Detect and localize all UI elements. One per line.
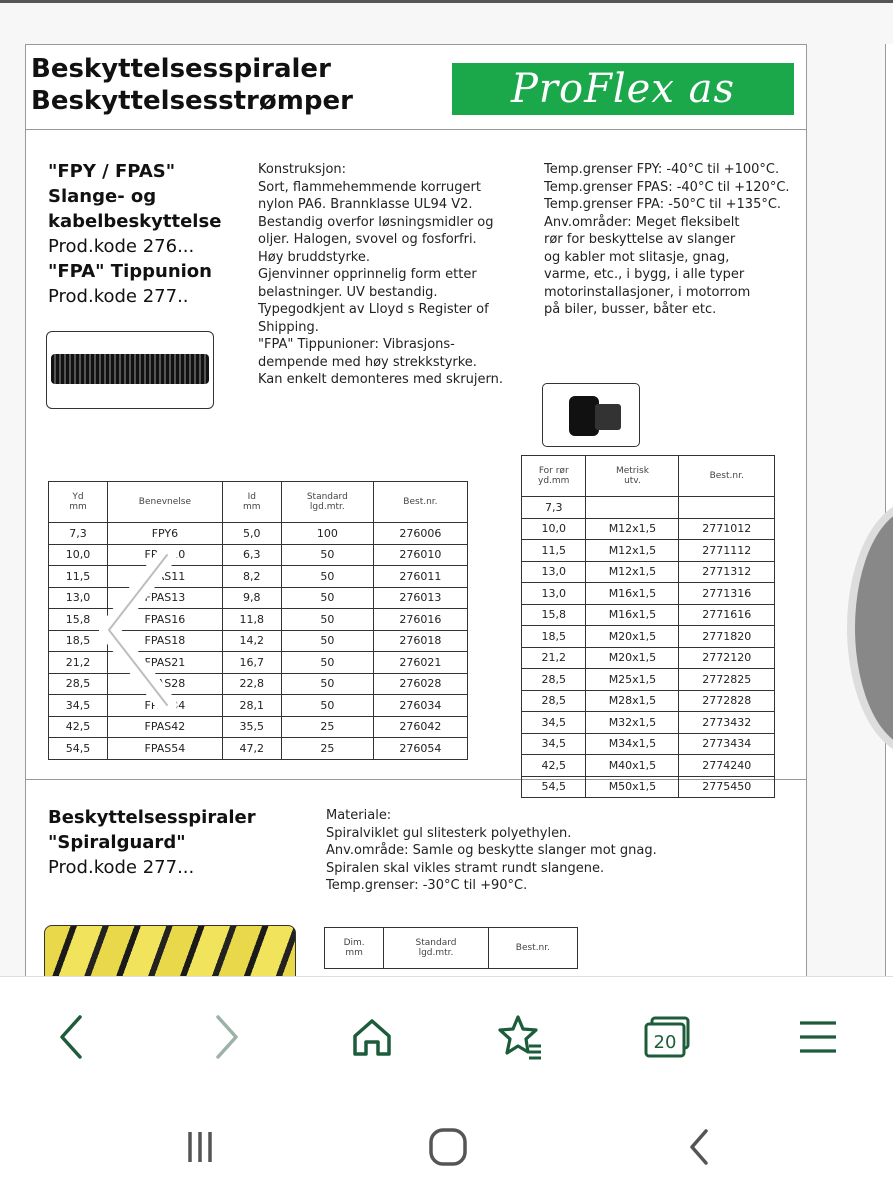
previous-page-chevron-icon[interactable]: [95, 545, 185, 715]
table-header-cell: Best.nr.: [373, 482, 467, 523]
table-row: [522, 733, 775, 755]
table-cell: FPAS13: [108, 587, 223, 609]
table-row: [522, 561, 775, 583]
spiralguard-line: Temp.grenser: -30°C til +90°C.: [326, 878, 528, 893]
temperature-line: og kabler mot slitasje, gnag,: [544, 249, 730, 265]
table-cell: 2773432: [679, 712, 775, 734]
table-header-cell: Best.nr.: [679, 456, 775, 497]
table-cell: 25: [281, 716, 373, 738]
product-line-4: "FPA" Tippunion: [48, 261, 212, 282]
browser-toolbar: [0, 976, 893, 1201]
table-cell: M32x1,5: [586, 712, 679, 734]
table-cell: 42,5: [522, 755, 586, 777]
bookmarks-button[interactable]: [490, 1007, 550, 1067]
table-cell: M34x1,5: [586, 733, 679, 755]
fpa-table: [521, 455, 775, 798]
table-cell: 11,8: [222, 609, 281, 631]
table-cell: FPAS16: [108, 609, 223, 631]
proflex-logo: ProFlex as: [452, 63, 794, 115]
table-cell: 276028: [373, 673, 467, 695]
table-cell: 2772120: [679, 647, 775, 669]
back-icon: [54, 1013, 90, 1061]
tabs-button[interactable]: [638, 1007, 698, 1067]
construction-line: Gjenvinner opprinnelig form etter: [258, 267, 477, 282]
table-cell: M20x1,5: [586, 626, 679, 648]
table-header-cell: Dim. mm: [325, 928, 384, 969]
table-header-cell: Benevnelse: [108, 482, 223, 523]
temperature-line: på biler, busser, båter etc.: [544, 302, 717, 317]
table-header-cell: Id mm: [222, 482, 281, 523]
home-button[interactable]: [342, 1007, 402, 1067]
table-cell: 15,8: [522, 604, 586, 626]
spiral-prod-code: Prod.kode 277...: [48, 857, 195, 878]
table-cell: 50: [281, 609, 373, 631]
table-cell: 16,7: [222, 652, 281, 674]
title-line-2: Beskyttelsesstrømper: [31, 86, 353, 116]
table-row: [49, 738, 468, 760]
top-edge: [0, 0, 893, 3]
temperature-line: Anv.områder: Meget fleksibelt: [544, 214, 740, 230]
forward-button[interactable]: [196, 1007, 256, 1067]
table-cell: 34,5: [49, 695, 108, 717]
construction-line: Sort, flammehemmende korrugert: [258, 179, 481, 195]
table-cell: 276042: [373, 716, 467, 738]
prod-code-2: Prod.kode 277..: [48, 286, 189, 307]
spiralguard-table: [324, 927, 578, 969]
temperature-line: motorinstallasjoner, i motorrom: [544, 284, 751, 300]
table-cell: 50: [281, 673, 373, 695]
table-cell: 2771820: [679, 626, 775, 648]
construction-line: Kan enkelt demonteres med skrujern.: [258, 372, 503, 387]
system-back-button[interactable]: [670, 1117, 730, 1177]
table-cell: 2772825: [679, 669, 775, 691]
construction-line: Konstruksjon:: [258, 162, 347, 177]
table-cell: M12x1,5: [586, 561, 679, 583]
tippunion-image: [542, 383, 640, 447]
title-line-1: Beskyttelsesspiraler: [31, 54, 331, 84]
table-cell: 276013: [373, 587, 467, 609]
table-cell: 15,8: [49, 609, 108, 631]
table-cell: FPAS28: [108, 673, 223, 695]
table-cell: 276021: [373, 652, 467, 674]
table-cell: 6,3: [222, 544, 281, 566]
forward-icon: [208, 1013, 244, 1061]
table-cell: FPAS54: [108, 738, 223, 760]
table-cell: 2772828: [679, 690, 775, 712]
construction-line: Shipping.: [258, 319, 319, 335]
product-line-1: "FPY / FPAS": [48, 161, 176, 182]
table-cell: M50x1,5: [586, 776, 679, 798]
table-cell: 2775450: [679, 776, 775, 798]
table-cell: 276018: [373, 630, 467, 652]
spiralguard-line: Anv.område: Samle og beskytte slanger mot gnag.: [326, 843, 657, 858]
temperature-line: Temp.grenser FPA: -50°C til +135°C.: [544, 197, 782, 212]
temperature-description: [544, 161, 804, 319]
product-line-3: kabelbeskyttelse: [48, 211, 222, 232]
spiral-line-2: "Spiralguard": [48, 832, 186, 853]
table-cell: 42,5: [49, 716, 108, 738]
table-row: [522, 604, 775, 626]
table-cell: 276006: [373, 523, 467, 545]
table-header-cell: Metrisk utv.: [586, 456, 679, 497]
table-cell: 50: [281, 630, 373, 652]
table-cell: FPAS18: [108, 630, 223, 652]
construction-line: nylon PA6. Brannklasse UL94 V2.: [258, 197, 473, 212]
spiralguard-line: Materiale:: [326, 808, 392, 823]
back-button[interactable]: [42, 1007, 102, 1067]
recent-apps-button[interactable]: [170, 1117, 230, 1177]
table-cell: 2771312: [679, 561, 775, 583]
table-cell: 2771316: [679, 583, 775, 605]
table-row: [522, 669, 775, 691]
table-row: [522, 583, 775, 605]
table-cell: [586, 497, 679, 519]
table-cell: 276054: [373, 738, 467, 760]
table-cell: M28x1,5: [586, 690, 679, 712]
table-header-cell: Standard lgd.mtr.: [384, 928, 489, 969]
table-cell: 50: [281, 566, 373, 588]
table-cell: 2771616: [679, 604, 775, 626]
table-cell: 18,5: [522, 626, 586, 648]
temperature-line: Temp.grenser FPY: -40°C til +100°C.: [544, 162, 780, 177]
hose-image: [46, 331, 214, 409]
table-cell: 7,3: [49, 523, 108, 545]
table-cell: M20x1,5: [586, 647, 679, 669]
table-row: [522, 712, 775, 734]
table-cell: 35,5: [222, 716, 281, 738]
product-line-2: Slange- og: [48, 186, 157, 207]
table-cell: 276011: [373, 566, 467, 588]
table-cell: 25: [281, 738, 373, 760]
table-cell: 2773434: [679, 733, 775, 755]
recent-apps-icon: [180, 1127, 220, 1167]
table-cell: 54,5: [522, 776, 586, 798]
table-row: [522, 626, 775, 648]
menu-button[interactable]: [788, 1007, 848, 1067]
table-cell: 276034: [373, 695, 467, 717]
table-cell: 2771112: [679, 540, 775, 562]
table-cell: 9,8: [222, 587, 281, 609]
table-cell: M12x1,5: [586, 540, 679, 562]
table-cell: 11,5: [522, 540, 586, 562]
construction-line: dempende med høy strekkstyrke.: [258, 354, 477, 370]
next-page-button[interactable]: [847, 500, 893, 756]
table-cell: 18,5: [49, 630, 108, 652]
page-header: [26, 45, 806, 130]
table-header-cell: Best.nr.: [488, 928, 577, 969]
construction-line: Høy bruddstyrke.: [258, 249, 370, 265]
table-cell: 50: [281, 695, 373, 717]
temperature-line: rør for beskyttelse av slanger: [544, 232, 736, 247]
table-cell: 276016: [373, 609, 467, 631]
table-row: [522, 690, 775, 712]
table-header-cell: Standard lgd.mtr.: [281, 482, 373, 523]
table-cell: M16x1,5: [586, 604, 679, 626]
construction-description: [258, 161, 538, 389]
product-heading: [48, 159, 221, 309]
construction-line: Bestandig overfor løsningsmidler og: [258, 214, 494, 230]
tabs-icon: [642, 1014, 694, 1060]
table-cell: 28,5: [49, 673, 108, 695]
table-cell: 10,0: [49, 544, 108, 566]
spiralguard-line: Spiralen skal vikles stramt rundt slangene.: [326, 860, 605, 876]
table-cell: 2771012: [679, 518, 775, 540]
table-row: [522, 497, 775, 519]
table-cell: 8,2: [222, 566, 281, 588]
bookmark-star-icon: [495, 1012, 545, 1062]
construction-line: oljer. Halogen, svovel og fosforfri.: [258, 232, 477, 247]
table-cell: FPAS34: [108, 695, 223, 717]
table-cell: 21,2: [49, 652, 108, 674]
table-cell: FPY6: [108, 523, 223, 545]
table-cell: 28,5: [522, 690, 586, 712]
table-cell: 5,0: [222, 523, 281, 545]
table-cell: FPAS21: [108, 652, 223, 674]
table-cell: 22,8: [222, 673, 281, 695]
spiral-line-1: Beskyttelsesspiraler: [48, 807, 256, 828]
table-row: [522, 776, 775, 798]
table-cell: M12x1,5: [586, 518, 679, 540]
tabs-count: 20: [653, 1032, 677, 1053]
system-home-button[interactable]: [418, 1117, 478, 1177]
prod-code-1: Prod.kode 276...: [48, 236, 195, 257]
table-cell: 14,2: [222, 630, 281, 652]
home-circle-icon: [426, 1125, 470, 1169]
table-row: [49, 716, 468, 738]
table-cell: FPAS10: [108, 544, 223, 566]
table-cell: 13,0: [522, 561, 586, 583]
table-row: [522, 647, 775, 669]
spiralguard-line: Spiralviklet gul slitesterk polyethylen.: [326, 825, 572, 841]
table-cell: FPAS11: [108, 566, 223, 588]
table-cell: 50: [281, 544, 373, 566]
table-cell: 47,2: [222, 738, 281, 760]
table-row: [522, 518, 775, 540]
document-page[interactable]: [25, 44, 807, 1006]
system-back-icon: [680, 1127, 720, 1167]
menu-icon: [798, 1017, 838, 1057]
table-row: [522, 540, 775, 562]
table-cell: 276010: [373, 544, 467, 566]
construction-line: belastninger. UV bestandig.: [258, 284, 438, 300]
temperature-line: Temp.grenser FPAS: -40°C til +120°C.: [544, 179, 790, 195]
construction-line: "FPA" Tippunioner: Vibrasjons-: [258, 337, 455, 352]
table-cell: 2774240: [679, 755, 775, 777]
table-cell: 13,0: [522, 583, 586, 605]
construction-line: Typegodkjent av Lloyd s Register of: [258, 302, 489, 317]
table-cell: FPAS42: [108, 716, 223, 738]
table-cell: M25x1,5: [586, 669, 679, 691]
table-cell: 50: [281, 587, 373, 609]
home-icon: [349, 1014, 395, 1060]
table-cell: 54,5: [49, 738, 108, 760]
table-cell: 11,5: [49, 566, 108, 588]
table-header-cell: Yd mm: [49, 482, 108, 523]
table-cell: M16x1,5: [586, 583, 679, 605]
table-cell: 100: [281, 523, 373, 545]
table-cell: M40x1,5: [586, 755, 679, 777]
table-cell: 13,0: [49, 587, 108, 609]
spiralguard-heading: [48, 805, 256, 880]
table-cell: 7,3: [522, 497, 586, 519]
table-cell: [679, 497, 775, 519]
temperature-line: varme, etc., i bygg, i alle typer: [544, 267, 745, 282]
table-cell: 28,5: [522, 669, 586, 691]
table-cell: 10,0: [522, 518, 586, 540]
spiralguard-description: [326, 807, 786, 895]
table-cell: 21,2: [522, 647, 586, 669]
table-row: [49, 523, 468, 545]
table-cell: 34,5: [522, 733, 586, 755]
table-cell: 34,5: [522, 712, 586, 734]
table-row: [522, 755, 775, 777]
table-cell: 50: [281, 652, 373, 674]
table-cell: 28,1: [222, 695, 281, 717]
page-title: [31, 53, 353, 117]
table-header-cell: For rør yd.mm: [522, 456, 586, 497]
